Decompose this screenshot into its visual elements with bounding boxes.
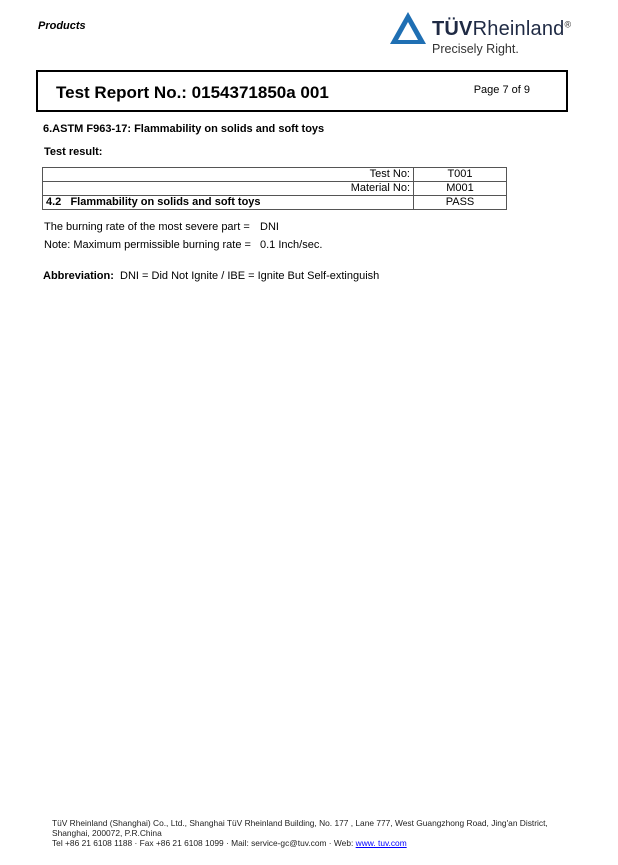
clause-result: PASS	[414, 196, 507, 210]
footer-contact-text: Tel +86 21 6108 1188 · Fax +86 21 6108 1099 · Mail: service-gc@tuv.com · Web:	[52, 838, 356, 848]
footer-address-line2: Shanghai, 200072, P.R.China	[52, 828, 162, 838]
header-section-label: Products	[38, 20, 86, 32]
clause-label: 4.2 Flammability on solids and soft toys	[43, 196, 414, 210]
logo-brand-rest: Rheinland	[472, 18, 565, 40]
section-heading: 6.ASTM F963-17: Flammability on solids and soft toys	[43, 123, 325, 135]
max-rate-label: Note: Maximum permissible burning rate =	[44, 239, 251, 251]
material-no-value: M001	[414, 182, 507, 196]
page-number: Page 7 of 9	[473, 84, 530, 96]
report-title: Test Report No.: 0154371850a 001	[56, 83, 329, 102]
burning-rate-value: DNI	[260, 221, 279, 233]
logo-tagline: Precisely Right.	[432, 42, 519, 56]
report-title-box	[36, 70, 568, 112]
material-no-label: Material No:	[43, 182, 414, 196]
max-rate-value: 0.1 Inch/sec.	[260, 239, 323, 251]
test-result-label: Test result:	[44, 146, 103, 158]
footer-web-link[interactable]: www. tuv.com	[355, 838, 407, 848]
table-row	[43, 182, 507, 196]
table-row	[43, 168, 507, 182]
test-no-label: Test No:	[43, 168, 414, 182]
table-row	[43, 196, 507, 210]
abbreviation-label: Abbreviation:	[43, 270, 114, 282]
logo-brand	[432, 18, 571, 41]
abbreviation-text: DNI = Did Not Ignite / IBE = Ignite But Self-extinguish	[120, 270, 380, 282]
footer-address-line1: TüV Rheinland (Shanghai) Co., Ltd., Shanghai TüV Rheinland Building, No. 177 , Lane 777, West Guangzhong Road, Jing'an District,	[52, 818, 548, 828]
result-table	[42, 167, 507, 210]
burning-rate-label: The burning rate of the most severe part =	[44, 221, 250, 233]
footer-contact-line	[52, 838, 582, 848]
registered-mark: ®	[564, 19, 572, 30]
test-no-value: T001	[414, 168, 507, 182]
abbreviation	[43, 270, 379, 282]
tuv-rheinland-logo	[386, 8, 586, 58]
triangle-logo-icon	[388, 10, 428, 46]
logo-brand-bold: TÜV	[432, 18, 473, 40]
footer	[52, 818, 582, 848]
